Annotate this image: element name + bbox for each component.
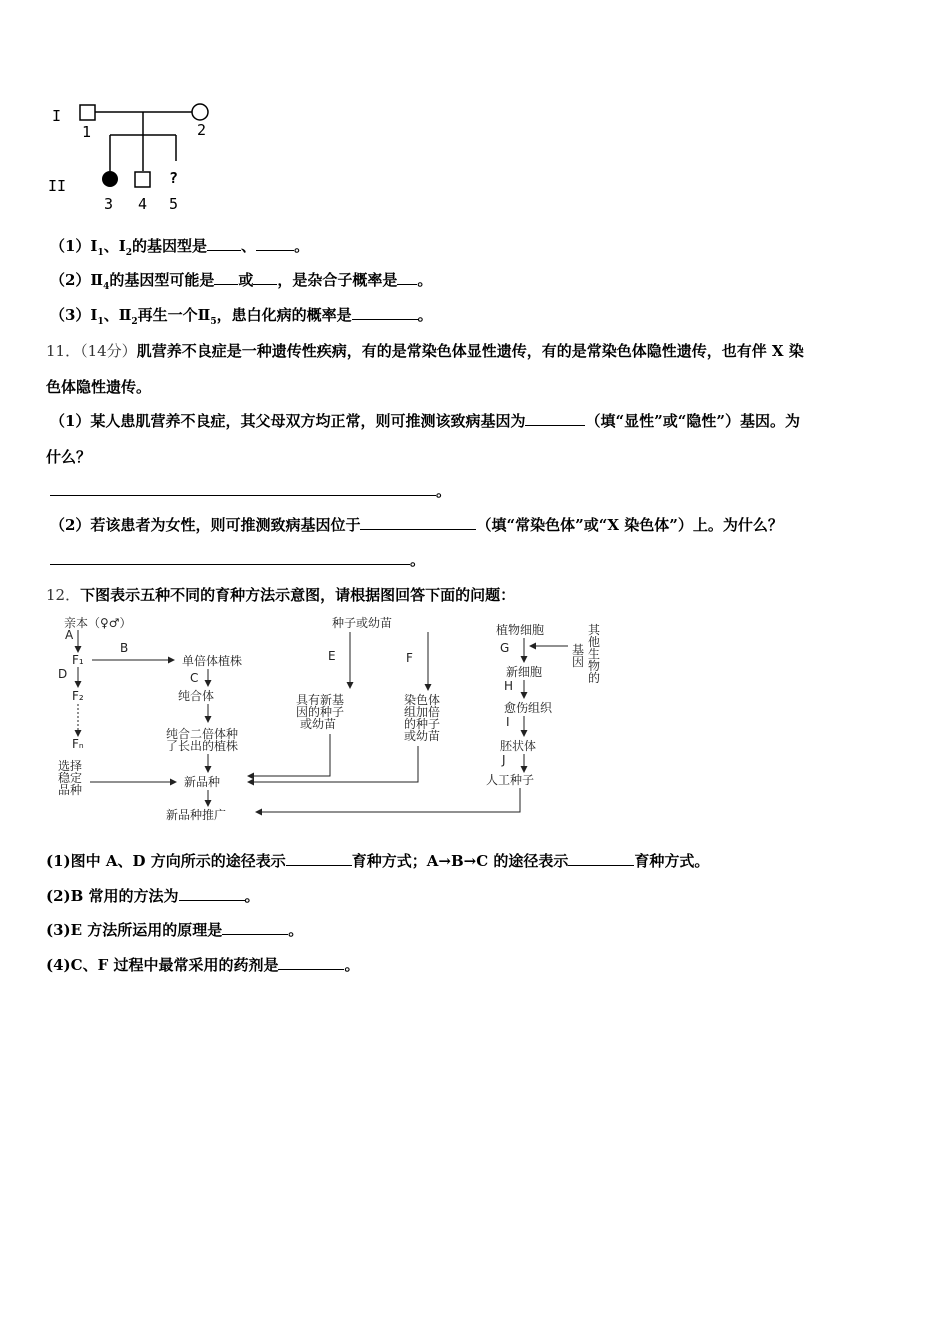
pedigree-chart — [40, 95, 240, 220]
flow-promote: 新品种推广 — [166, 808, 227, 822]
flow-embryoid: 胚状体 — [500, 739, 537, 753]
flow-seed: 种子或幼苗 — [332, 616, 393, 630]
flow-chrom-2: 组加倍 — [404, 705, 441, 719]
flow-new-variety: 新品种 — [184, 775, 221, 789]
q11-intro-line2: 色体隐性遗传。 — [46, 378, 152, 396]
flow-newgene-2: 因的种子 — [296, 705, 345, 719]
flow-label-h: H — [504, 679, 514, 693]
q10-part3: $(3)Ⅰ_1$、$Ⅱ_2$再生一个$Ⅱ_5$，患白化病的概率是 。 — [50, 306, 433, 327]
q10-part1: $(1)Ⅰ_1$、$Ⅰ_2$的基因型是 、 。 — [50, 237, 310, 258]
label-4: 4 — [138, 195, 148, 213]
flow-select-3: 品种 — [58, 783, 83, 797]
flow-diploid-2: 了长出的植株 — [166, 739, 239, 753]
q11-intro-line1: 11．（14分）肌营养不良症是一种遗传性疾病，有的是常染色体显性遗传，有的是常染色体隐性遗传，也有伴 X 染 — [46, 342, 804, 360]
flow-other-1: 其 — [588, 623, 601, 637]
label-3: 3 — [104, 195, 114, 213]
flow-chrom-1: 染色体 — [404, 693, 441, 707]
flow-newgene-1: 具有新基 — [296, 693, 345, 707]
flow-label-f: F — [406, 651, 413, 665]
q12-part2: (2)B 常用的方法为 。 — [46, 887, 260, 905]
flow-other-5: 的 — [588, 671, 601, 685]
q11-part1-cont: 什么？ — [46, 448, 92, 466]
male-i1-square — [80, 105, 95, 120]
flow-select-1: 选择 — [58, 759, 83, 773]
label-2: 2 — [197, 121, 207, 139]
flow-label-j: J — [502, 753, 506, 767]
flow-gene-2: 因 — [572, 655, 585, 669]
flow-fn: Fₙ — [72, 737, 84, 751]
flow-other-4: 物 — [588, 659, 601, 673]
flow-select-2: 稳定 — [58, 771, 83, 785]
flow-diploid-1: 纯合二倍体种 — [166, 727, 239, 741]
flow-parent: 亲本（♀♂） — [64, 616, 132, 630]
unknown-ii5: ? — [169, 169, 179, 187]
female-i2-circle — [192, 104, 208, 120]
q12-part3: (3)E 方法所运用的原理是 。 — [46, 921, 304, 939]
breeding-diagram — [50, 612, 610, 822]
generation-label-1: I — [52, 107, 62, 125]
flow-label-c: C — [190, 671, 199, 685]
flow-label-g: G — [500, 641, 510, 655]
flow-label-d: D — [58, 667, 68, 681]
flow-label-b: B — [120, 641, 129, 655]
q11-part1: （1）某人患肌营养不良症，其父母双方均正常，则可推测该致病基因为 （填“显性”或“隐性”）基因。为 — [50, 412, 800, 430]
flow-label-e: E — [328, 649, 336, 663]
male-ii4-square — [135, 172, 150, 187]
flow-f2: F₂ — [72, 689, 84, 703]
flow-newgene-3: 或幼苗 — [300, 717, 337, 731]
flow-plant-cell: 植物细胞 — [496, 623, 545, 637]
flow-gene-1: 基 — [572, 643, 585, 657]
flow-haploid: 单倍体植株 — [182, 654, 243, 668]
q12-intro: 12．下图表示五种不同的育种方法示意图，请根据图回答下面的问题： — [46, 586, 516, 604]
flow-chrom-4: 或幼苗 — [404, 729, 441, 743]
q11-part2: （2）若该患者为女性，则可推测致病基因位于 （填“常染色体”或“X 染色体”）上。为什么？ — [50, 516, 783, 534]
flow-f1: F₁ — [72, 653, 84, 667]
label-1: 1 — [82, 123, 92, 141]
affected-female-ii3 — [102, 171, 118, 187]
flow-label-i: I — [506, 715, 510, 729]
flow-artificial-seed: 人工种子 — [486, 773, 535, 787]
q11-answer1: 。 — [50, 480, 451, 501]
flow-callus: 愈伤组织 — [504, 701, 553, 715]
flow-label-a: A — [65, 628, 74, 642]
label-5: 5 — [169, 195, 179, 213]
q12-part4: (4)C、F 过程中最常采用的药剂是 。 — [46, 956, 360, 974]
flow-other-3: 生 — [588, 647, 601, 661]
q10-part2: $(2)Ⅱ_4$的基因型可能是 或 ，是杂合子概率是 。 — [50, 271, 433, 292]
flow-homozygous: 纯合体 — [178, 689, 215, 703]
generation-label-2: II — [48, 177, 67, 195]
q12-part1: (1)图中 A、D 方向所示的途径表示 育种方式；A→B→C 的途径表示 育种方式。 — [46, 852, 710, 870]
flow-other-2: 他 — [588, 635, 601, 649]
flow-new-cell: 新细胞 — [506, 665, 543, 679]
flow-chrom-3: 的种子 — [404, 717, 441, 731]
q11-answer2: 。 — [50, 549, 425, 570]
